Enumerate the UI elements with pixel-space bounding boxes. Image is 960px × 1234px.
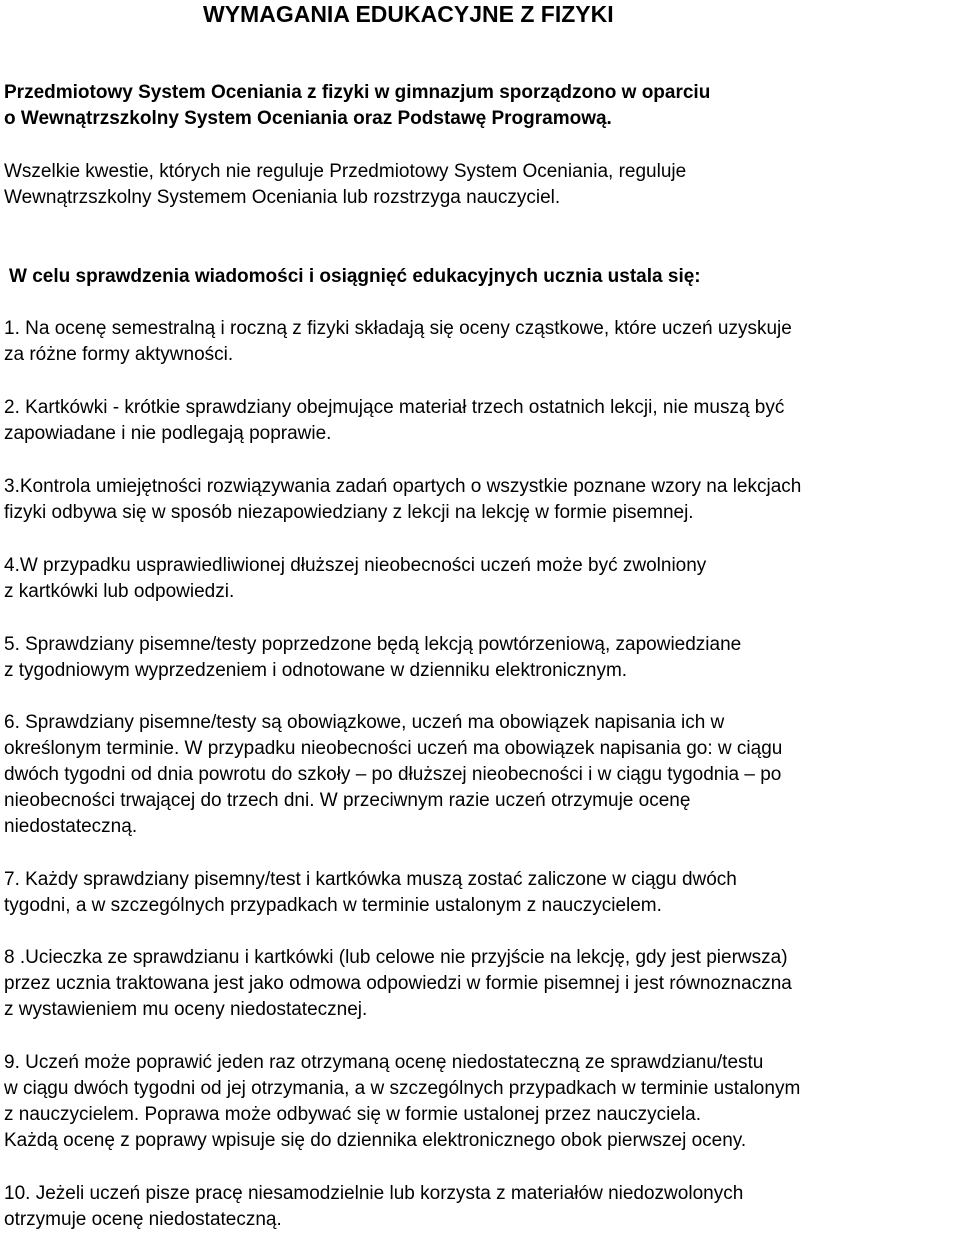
rule-3	[4, 474, 956, 526]
rule-line: z tygodniowym wyprzedzeniem i odnotowane w dzienniku elektronicznym.	[4, 660, 628, 681]
rule-line: otrzymuje ocenę niedostateczną.	[4, 1209, 282, 1230]
rule-line: z nauczycielem. Poprawa może odbywać się w formie ustalonej przez nauczyciela.	[4, 1104, 701, 1125]
rule-8	[4, 945, 956, 1023]
rule-line: 2. Kartkówki - krótkie sprawdziany obejmujące materiał trzech ostatnich lekcji, nie muszą być	[4, 397, 785, 418]
rule-line: Każdą ocenę z poprawy wpisuje się do dziennika elektronicznego obok pierwszej oceny.	[4, 1130, 747, 1151]
rule-line: 9. Uczeń może poprawić jeden raz otrzymaną ocenę niedostateczną ze sprawdzianu/testu	[4, 1052, 764, 1073]
note-paragraph	[4, 159, 956, 211]
rule-line: tygodni, a w szczególnych przypadkach w terminie ustalonym z nauczycielem.	[4, 895, 662, 916]
rule-line: zapowiadane i nie podlegają poprawie.	[4, 423, 332, 444]
rule-line: określonym terminie. W przypadku nieobecności uczeń ma obowiązek napisania go: w ciągu	[4, 738, 783, 759]
page-title: WYMAGANIA EDUKACYJNE Z FIZYKI	[203, 1, 614, 27]
rule-5	[4, 632, 956, 684]
rule-9	[4, 1050, 956, 1154]
rule-10	[4, 1181, 956, 1233]
rule-line: 8 .Ucieczka ze sprawdzianu i kartkówki (lub celowe nie przyjście na lekcję, gdy jest pierwsza)	[4, 947, 788, 968]
rule-line: 6. Sprawdziany pisemne/testy są obowiązkowe, uczeń ma obowiązek napisania ich w	[4, 712, 725, 733]
intro-line: o Wewnątrzszkolny System Oceniania oraz Podstawę Programową.	[4, 108, 612, 129]
section-subheading: W celu sprawdzenia wiadomości i osiągnięć edukacyjnych ucznia ustala się:	[9, 266, 701, 287]
rule-line: 7. Każdy sprawdziany pisemny/test i kartkówka muszą zostać zaliczone w ciągu dwóch	[4, 869, 737, 890]
rule-4	[4, 553, 956, 605]
rule-line: fizyki odbywa się w sposób niezapowiedziany z lekcji na lekcję w formie pisemnej.	[4, 502, 694, 523]
rule-line: niedostateczną.	[4, 816, 138, 837]
note-line: Wewnątrzszkolny Systemem Oceniania lub rozstrzyga nauczyciel.	[4, 187, 561, 208]
rule-line: dwóch tygodni od dnia powrotu do szkoły – po dłuższej nieobecności i w ciągu tygodnia – po	[4, 764, 782, 785]
rule-line: za różne formy aktywności.	[4, 344, 234, 365]
rule-2	[4, 395, 956, 447]
rule-line: 5. Sprawdziany pisemne/testy poprzedzone będą lekcją powtórzeniową, zapowiedziane	[4, 634, 742, 655]
rule-line: w ciągu dwóch tygodni od jej otrzymania, a w szczególnych przypadkach w terminie ustalonym	[4, 1078, 801, 1099]
rule-7	[4, 867, 956, 919]
rule-1	[4, 316, 956, 368]
rule-line: z wystawieniem mu oceny niedostatecznej.	[4, 999, 368, 1020]
rule-line: 3.Kontrola umiejętności rozwiązywania zadań opartych o wszystkie poznane wzory na lekcjach	[4, 476, 802, 497]
rule-line: przez ucznia traktowana jest jako odmowa odpowiedzi w formie pisemnej i jest równoznaczna	[4, 973, 792, 994]
rule-line: 1. Na ocenę semestralną i roczną z fizyki składają się oceny cząstkowe, które uczeń uzyskuje	[4, 318, 792, 339]
rule-line: 4.W przypadku usprawiedliwionej dłuższej nieobecności uczeń może być zwolniony	[4, 555, 707, 576]
rule-line: 10. Jeżeli uczeń pisze pracę niesamodzielnie lub korzysta z materiałów niedozwolonych	[4, 1183, 744, 1204]
rule-line: z kartkówki lub odpowiedzi.	[4, 581, 235, 602]
rule-line: nieobecności trwającej do trzech dni. W przeciwnym razie uczeń otrzymuje ocenę	[4, 790, 691, 811]
intro-paragraph	[4, 80, 956, 132]
intro-line: Przedmiotowy System Oceniania z fizyki w gimnazjum sporządzono w oparciu	[4, 82, 711, 103]
note-line: Wszelkie kwestie, których nie reguluje Przedmiotowy System Oceniania, reguluje	[4, 161, 687, 182]
rule-6	[4, 710, 956, 840]
